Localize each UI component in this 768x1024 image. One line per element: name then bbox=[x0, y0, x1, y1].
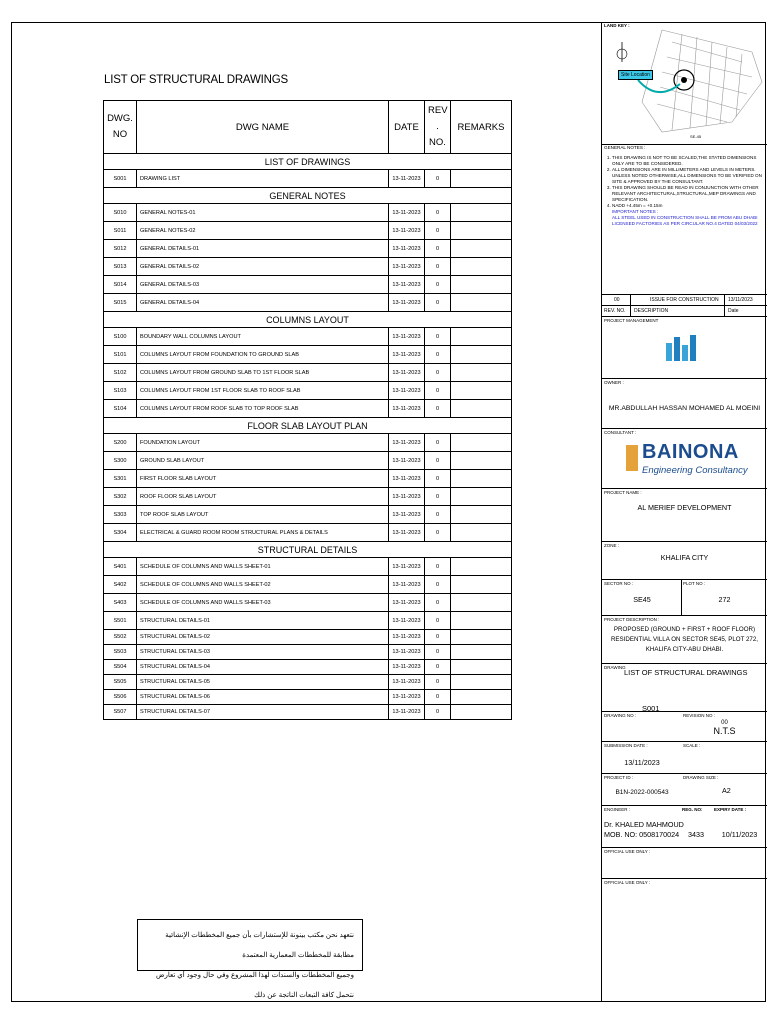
dwg-no-cell: S401 bbox=[104, 558, 137, 576]
section-row bbox=[104, 542, 512, 558]
submission-cell bbox=[602, 742, 767, 774]
dwg-no-cell: S403 bbox=[104, 594, 137, 612]
arabic-line-1: نتعهد نحن مكتب بينونة للإستشارات بأن جميع المخططات الإنشائية مطابقة للمخططات المعمارية المعتمدة bbox=[165, 932, 354, 959]
dwg-name-cell: STRUCTURAL DETAILS-04 bbox=[137, 660, 389, 675]
key-map-drawing bbox=[602, 22, 767, 145]
consultant-subtitle: Engineering Consultancy bbox=[642, 465, 748, 476]
dwg-name-cell: STRUCTURAL DETAILS-01 bbox=[137, 612, 389, 630]
date-cell: 13-11-2023 bbox=[389, 506, 425, 524]
project-id: B1N-2022-000543 bbox=[615, 789, 669, 796]
pm-logo-icon bbox=[664, 333, 704, 363]
date-cell: 13-11-2023 bbox=[389, 612, 425, 630]
dwg-no-cell: S501 bbox=[104, 612, 137, 630]
rev-cell: 0 bbox=[425, 364, 451, 382]
dwg-no-cell: S103 bbox=[104, 382, 137, 400]
revision-value: 00 bbox=[721, 720, 728, 726]
expiry-label: EXPIRY DATE : bbox=[714, 807, 747, 812]
sector-label: SECTOR NO : bbox=[604, 581, 634, 586]
drawing-title-cell bbox=[602, 664, 767, 712]
section-heading: STRUCTURAL DETAILS bbox=[104, 542, 512, 558]
consultant-logo-icon bbox=[626, 445, 638, 471]
rev-cell: 0 bbox=[425, 612, 451, 630]
remarks-cell bbox=[451, 645, 512, 660]
date-cell: 13-11-2023 bbox=[389, 576, 425, 594]
dwg-name-cell: FOUNDATION LAYOUT bbox=[137, 434, 389, 452]
owner-name: MR.ABDULLAH HASSAN MOHAMED AL MOEINI bbox=[608, 405, 761, 412]
official-use-label: OFFICIAL USE ONLY : bbox=[604, 880, 651, 885]
dwg-name-cell: STRUCTURAL DETAILS-05 bbox=[137, 675, 389, 690]
dwg-name-cell: GENERAL DETAILS-03 bbox=[137, 276, 389, 294]
remarks-cell bbox=[451, 470, 512, 488]
note-item: 2. ALL DIMENSIONS ARE IN MILLIMETERS AND LEVELS IN METERS. UNLESS NOTED OTHERWISE,ALL DIMENSIONS TO BE VERIFIED ON SITE & APPROVED BY THE CONSULTANT. bbox=[612, 167, 764, 185]
remarks-cell bbox=[451, 204, 512, 222]
remarks-cell bbox=[451, 452, 512, 470]
rev-cell: 0 bbox=[425, 524, 451, 542]
remarks-cell bbox=[451, 258, 512, 276]
drawing-list-table bbox=[103, 100, 512, 720]
date-cell: 13-11-2023 bbox=[389, 364, 425, 382]
date-cell: 13-11-2023 bbox=[389, 382, 425, 400]
date-cell: 13-11-2023 bbox=[389, 346, 425, 364]
dwg-name-cell: COLUMNS LAYOUT FROM ROOF SLAB TO TOP ROOF SLAB bbox=[137, 400, 389, 418]
table-row bbox=[104, 594, 512, 612]
scale-label: SCALE : bbox=[683, 743, 701, 748]
owner-label: OWNER : bbox=[604, 380, 624, 385]
drawing-size: A2 bbox=[722, 786, 731, 795]
date-cell: 13-11-2023 bbox=[389, 222, 425, 240]
rev-row-date: 13/11/2023 bbox=[728, 297, 753, 303]
important-notes-label: IMPORTANT NOTES : bbox=[612, 209, 659, 214]
dwg-no-cell: S302 bbox=[104, 488, 137, 506]
owner-cell bbox=[602, 379, 767, 429]
zone-label: ZONE : bbox=[604, 543, 620, 548]
rev-cell: 0 bbox=[425, 400, 451, 418]
date-cell: 13-11-2023 bbox=[389, 705, 425, 720]
drawing-label: DRAWING bbox=[604, 665, 626, 670]
dwg-name-cell: ELECTRICAL & GUARD ROOM ROOM STRUCTURAL PLANS & DETAILS bbox=[137, 524, 389, 542]
rev-row-no: 00 bbox=[614, 297, 620, 303]
dwg-no-cell: S505 bbox=[104, 675, 137, 690]
rev-cell: 0 bbox=[425, 452, 451, 470]
dwg-no-cell: S200 bbox=[104, 434, 137, 452]
dwg-name-cell: STRUCTURAL DETAILS-02 bbox=[137, 630, 389, 645]
scale-inline: N.T.S bbox=[713, 726, 736, 736]
revision-label: REVISION NO : bbox=[683, 713, 716, 718]
table-row bbox=[104, 170, 512, 188]
expiry-date: 10/11/2023 bbox=[721, 830, 758, 839]
rev-cell: 0 bbox=[425, 346, 451, 364]
description-line-2: RESIDENTIAL VILLA ON SECTOR SE45, PLOT 272, bbox=[610, 636, 759, 643]
date-cell: 13-11-2023 bbox=[389, 470, 425, 488]
dwg-no-cell: S504 bbox=[104, 660, 137, 675]
table-row bbox=[104, 204, 512, 222]
table-row bbox=[104, 328, 512, 346]
table-row bbox=[104, 240, 512, 258]
remarks-cell bbox=[451, 382, 512, 400]
dwg-no-cell: S012 bbox=[104, 240, 137, 258]
table-row bbox=[104, 506, 512, 524]
dwg-no-cell: S014 bbox=[104, 276, 137, 294]
header-dwg-name: DWG NAME bbox=[137, 101, 389, 154]
remarks-cell bbox=[451, 364, 512, 382]
dwg-name-cell: FIRST FLOOR SLAB LAYOUT bbox=[137, 470, 389, 488]
table-row bbox=[104, 612, 512, 630]
date-cell: 13-11-2023 bbox=[389, 400, 425, 418]
plot-label: PLOT NO : bbox=[683, 581, 706, 586]
table-row bbox=[104, 660, 512, 675]
date-cell: 13-11-2023 bbox=[389, 488, 425, 506]
project-id-cell bbox=[602, 774, 767, 806]
table-row bbox=[104, 645, 512, 660]
remarks-cell bbox=[451, 400, 512, 418]
date-cell: 13-11-2023 bbox=[389, 645, 425, 660]
rev-head-no: REV. NO. bbox=[604, 308, 626, 314]
table-row bbox=[104, 434, 512, 452]
reg-label: REG. NO: bbox=[682, 807, 703, 812]
rev-cell: 0 bbox=[425, 434, 451, 452]
project-management bbox=[602, 317, 767, 379]
table-row bbox=[104, 675, 512, 690]
table-row bbox=[104, 364, 512, 382]
section-heading: LIST OF DRAWINGS bbox=[104, 154, 512, 170]
rev-cell: 0 bbox=[425, 690, 451, 705]
rev-cell: 0 bbox=[425, 660, 451, 675]
dwg-name-cell: COLUMNS LAYOUT FROM 1ST FLOOR SLAB TO ROOF SLAB bbox=[137, 382, 389, 400]
dwg-no-cell: S303 bbox=[104, 506, 137, 524]
header-date: DATE bbox=[389, 101, 425, 154]
map-sector-label: SE-45 bbox=[690, 134, 702, 139]
remarks-cell bbox=[451, 524, 512, 542]
rev-cell: 0 bbox=[425, 594, 451, 612]
section-row bbox=[104, 312, 512, 328]
table-row bbox=[104, 488, 512, 506]
zone-value: KHALIFA CITY bbox=[660, 553, 709, 562]
submission-date: 13/11/2023 bbox=[624, 758, 660, 767]
dwg-no-cell: S015 bbox=[104, 294, 137, 312]
rev-cell: 0 bbox=[425, 204, 451, 222]
key-map bbox=[602, 22, 767, 145]
description-line-1: PROPOSED (GROUND + FIRST + ROOF FLOOR) bbox=[613, 626, 756, 633]
submission-label: SUBMISSION DATE : bbox=[604, 743, 648, 748]
dwg-no-cell: S011 bbox=[104, 222, 137, 240]
table-header-row bbox=[104, 101, 512, 154]
table-row bbox=[104, 576, 512, 594]
table-row bbox=[104, 346, 512, 364]
date-cell: 13-11-2023 bbox=[389, 258, 425, 276]
rev-cell: 0 bbox=[425, 258, 451, 276]
remarks-cell bbox=[451, 488, 512, 506]
dwg-no-cell: S502 bbox=[104, 630, 137, 645]
notes-list bbox=[604, 155, 764, 209]
rev-cell: 0 bbox=[425, 328, 451, 346]
note-item: 3. THIS DRAWING SHOULD BE READ IN CONJUNCTION WITH OTHER RELEVANT ARCHITECTURAL,STRUCTURAL,MEP DRAWINGS AND SPECIFICATION. bbox=[612, 185, 764, 203]
date-cell: 13-11-2023 bbox=[389, 328, 425, 346]
date-cell: 13-11-2023 bbox=[389, 240, 425, 258]
key-map-label: LAND KEY : bbox=[604, 23, 630, 28]
official-use-label: OFFICIAL USE ONLY : bbox=[604, 849, 651, 854]
date-cell: 13-11-2023 bbox=[389, 630, 425, 645]
date-cell: 13-11-2023 bbox=[389, 452, 425, 470]
note-item: 1. THIS DRAWING IS NOT TO BE SCALED,THE STATED DIMENSIONS ONLY ARE TO BE CONSIDERED. bbox=[612, 155, 764, 167]
dwg-name-cell: GENERAL DETAILS-02 bbox=[137, 258, 389, 276]
dwg-name-cell: GENERAL NOTES-02 bbox=[137, 222, 389, 240]
dwg-name-cell: GENERAL DETAILS-04 bbox=[137, 294, 389, 312]
rev-cell: 0 bbox=[425, 170, 451, 188]
table-row bbox=[104, 470, 512, 488]
remarks-cell bbox=[451, 506, 512, 524]
dwg-name-cell: GROUND SLAB LAYOUT bbox=[137, 452, 389, 470]
dwg-no-cell: S013 bbox=[104, 258, 137, 276]
date-cell: 13-11-2023 bbox=[389, 558, 425, 576]
dwg-name-cell: TOP ROOF SLAB LAYOUT bbox=[137, 506, 389, 524]
description-cell bbox=[602, 616, 767, 664]
remarks-cell bbox=[451, 328, 512, 346]
dwg-no-cell: S010 bbox=[104, 204, 137, 222]
table-row bbox=[104, 524, 512, 542]
dwg-no-cell: S304 bbox=[104, 524, 137, 542]
sector-value: SE45 bbox=[633, 595, 651, 604]
dwg-no-cell: S100 bbox=[104, 328, 137, 346]
date-cell: 13-11-2023 bbox=[389, 170, 425, 188]
table-row bbox=[104, 222, 512, 240]
remarks-cell bbox=[451, 612, 512, 630]
project-name-label: PROJECT NAME : bbox=[604, 490, 642, 495]
rev-cell: 0 bbox=[425, 382, 451, 400]
revision-header bbox=[602, 306, 767, 317]
dwg-no-cell: S102 bbox=[104, 364, 137, 382]
remarks-cell bbox=[451, 346, 512, 364]
section-row bbox=[104, 154, 512, 170]
dwg-no-cell: S506 bbox=[104, 690, 137, 705]
engineer-cell bbox=[602, 806, 767, 848]
rev-row-description: ISSUE FOR CONSTRUCTION bbox=[650, 297, 719, 303]
arabic-declaration bbox=[137, 919, 363, 999]
remarks-cell bbox=[451, 660, 512, 675]
remarks-cell bbox=[451, 594, 512, 612]
section-heading: FLOOR SLAB LAYOUT PLAN bbox=[104, 418, 512, 434]
date-cell: 13-11-2023 bbox=[389, 524, 425, 542]
rev-cell: 0 bbox=[425, 506, 451, 524]
rev-cell: 0 bbox=[425, 645, 451, 660]
table-row bbox=[104, 382, 512, 400]
header-dwg-no: DWG. NO bbox=[104, 101, 137, 154]
dwg-name-cell: COLUMNS LAYOUT FROM GROUND SLAB TO 1ST FLOOR SLAB bbox=[137, 364, 389, 382]
plot-value: 272 bbox=[718, 595, 731, 604]
rev-cell: 0 bbox=[425, 488, 451, 506]
table-row bbox=[104, 558, 512, 576]
table-row bbox=[104, 452, 512, 470]
drawing-no-label: DRAWING NO : bbox=[604, 713, 637, 718]
project-name-cell bbox=[602, 489, 767, 542]
official-use-1 bbox=[602, 848, 767, 879]
section-row bbox=[104, 418, 512, 434]
table-row bbox=[104, 690, 512, 705]
remarks-cell bbox=[451, 240, 512, 258]
table-row bbox=[104, 258, 512, 276]
date-cell: 13-11-2023 bbox=[389, 434, 425, 452]
remarks-cell bbox=[451, 705, 512, 720]
rev-cell: 0 bbox=[425, 576, 451, 594]
rev-cell: 0 bbox=[425, 630, 451, 645]
sheet-number: S001 bbox=[642, 704, 660, 713]
engineer-mobile: MOB. NO: 0508170024 bbox=[604, 830, 680, 839]
page-title: LIST OF STRUCTURAL DRAWINGS bbox=[104, 74, 288, 86]
engineer-label: ENGINEER : bbox=[604, 807, 631, 812]
rev-cell: 0 bbox=[425, 558, 451, 576]
table-row bbox=[104, 400, 512, 418]
rev-cell: 0 bbox=[425, 222, 451, 240]
dwg-name-cell: GENERAL NOTES-01 bbox=[137, 204, 389, 222]
project-id-label: PROJECT ID : bbox=[604, 775, 634, 780]
remarks-cell bbox=[451, 630, 512, 645]
dwg-name-cell: SCHEDULE OF COLUMNS AND WALLS SHEET-03 bbox=[137, 594, 389, 612]
dwg-no-cell: S001 bbox=[104, 170, 137, 188]
dwg-name-cell: STRUCTURAL DETAILS-03 bbox=[137, 645, 389, 660]
rev-cell: 0 bbox=[425, 276, 451, 294]
date-cell: 13-11-2023 bbox=[389, 675, 425, 690]
dwg-name-cell: SCHEDULE OF COLUMNS AND WALLS SHEET-02 bbox=[137, 576, 389, 594]
dwg-no-cell: S301 bbox=[104, 470, 137, 488]
date-cell: 13-11-2023 bbox=[389, 276, 425, 294]
remarks-cell bbox=[451, 434, 512, 452]
header-remarks: REMARKS bbox=[451, 101, 512, 154]
general-notes bbox=[602, 145, 767, 295]
note-item: 4. NADD +4.45m = +0.15m bbox=[612, 203, 764, 209]
dwg-name-cell: STRUCTURAL DETAILS-06 bbox=[137, 690, 389, 705]
table-row bbox=[104, 705, 512, 720]
pm-label: PROJECT MANAGEMENT bbox=[604, 318, 659, 323]
consultant-label: CONSULTANT : bbox=[604, 430, 637, 435]
section-heading: COLUMNS LAYOUT bbox=[104, 312, 512, 328]
drawing-title: LIST OF STRUCTURAL DRAWINGS bbox=[624, 668, 748, 677]
title-block bbox=[601, 22, 766, 1002]
dwg-no-cell: S101 bbox=[104, 346, 137, 364]
remarks-cell bbox=[451, 170, 512, 188]
date-cell: 13-11-2023 bbox=[389, 594, 425, 612]
reg-number: 3433 bbox=[688, 830, 704, 839]
revision-row bbox=[602, 295, 767, 306]
date-cell: 13-11-2023 bbox=[389, 660, 425, 675]
date-cell: 13-11-2023 bbox=[389, 204, 425, 222]
drawing-size-label: DRAWING SIZE : bbox=[683, 775, 719, 780]
table-row bbox=[104, 294, 512, 312]
dwg-no-cell: S104 bbox=[104, 400, 137, 418]
dwg-no-cell: S503 bbox=[104, 645, 137, 660]
dwg-name-cell: SCHEDULE OF COLUMNS AND WALLS SHEET-01 bbox=[137, 558, 389, 576]
date-cell: 13-11-2023 bbox=[389, 690, 425, 705]
date-cell: 13-11-2023 bbox=[389, 294, 425, 312]
table-row bbox=[104, 630, 512, 645]
dwg-no-cell: S402 bbox=[104, 576, 137, 594]
description-line-3: KHALIFA CITY-ABU DHABI. bbox=[645, 646, 724, 653]
section-heading: GENERAL NOTES bbox=[104, 188, 512, 204]
remarks-cell bbox=[451, 576, 512, 594]
rev-head-date: Date bbox=[728, 308, 739, 314]
consultant-name: BAINONA bbox=[642, 441, 739, 463]
dwg-name-cell: STRUCTURAL DETAILS-07 bbox=[137, 705, 389, 720]
rev-cell: 0 bbox=[425, 240, 451, 258]
dwg-no-cell: S507 bbox=[104, 705, 137, 720]
sector-plot-cell bbox=[602, 580, 767, 616]
dwg-name-cell: DRAWING LIST bbox=[137, 170, 389, 188]
remarks-cell bbox=[451, 675, 512, 690]
consultant-cell bbox=[602, 429, 767, 489]
general-notes-label: GENERAL NOTES : bbox=[604, 145, 646, 150]
site-location-label: Site Location bbox=[618, 70, 653, 80]
rev-cell: 0 bbox=[425, 470, 451, 488]
important-notes-text: ALL STEEL USED IN CONSTRUCTION SHALL BE FROM ABU DHABI LICENSED FACTORIES AS PER CIRCULAR NO.4 DATED 04/03/2022 bbox=[612, 215, 758, 226]
dwg-name-cell: BOUNDARY WALL COLUMNS LAYOUT bbox=[137, 328, 389, 346]
dwg-name-cell: ROOF FLOOR SLAB LAYOUT bbox=[137, 488, 389, 506]
engineer-name: Dr. KHALED MAHMOUD bbox=[604, 820, 684, 829]
arabic-line-2: وجميع المخططات والسندات لهذا المشروع وفي حال وجود أي تعارض نتحمل كافة التبعات الناتجة عن ذلك bbox=[155, 972, 354, 999]
dwg-name-cell: COLUMNS LAYOUT FROM FOUNDATION TO GROUND SLAB bbox=[137, 346, 389, 364]
project-name: AL MERIEF DEVELOPMENT bbox=[637, 503, 732, 512]
remarks-cell bbox=[451, 276, 512, 294]
section-row bbox=[104, 188, 512, 204]
rev-cell: 0 bbox=[425, 294, 451, 312]
official-use-2 bbox=[602, 879, 767, 1002]
header-rev: REV . NO. bbox=[425, 101, 451, 154]
remarks-cell bbox=[451, 222, 512, 240]
remarks-cell bbox=[451, 690, 512, 705]
zone-cell bbox=[602, 542, 767, 580]
rev-cell: 0 bbox=[425, 705, 451, 720]
dwg-no-cell: S300 bbox=[104, 452, 137, 470]
rev-cell: 0 bbox=[425, 675, 451, 690]
remarks-cell bbox=[451, 294, 512, 312]
drawing-no-cell bbox=[602, 712, 767, 742]
remarks-cell bbox=[451, 558, 512, 576]
dwg-name-cell: GENERAL DETAILS-01 bbox=[137, 240, 389, 258]
table-row bbox=[104, 276, 512, 294]
description-label: PROJECT DESCRIPTION : bbox=[604, 617, 660, 622]
rev-head-description: DESCRIPTION bbox=[634, 308, 669, 314]
